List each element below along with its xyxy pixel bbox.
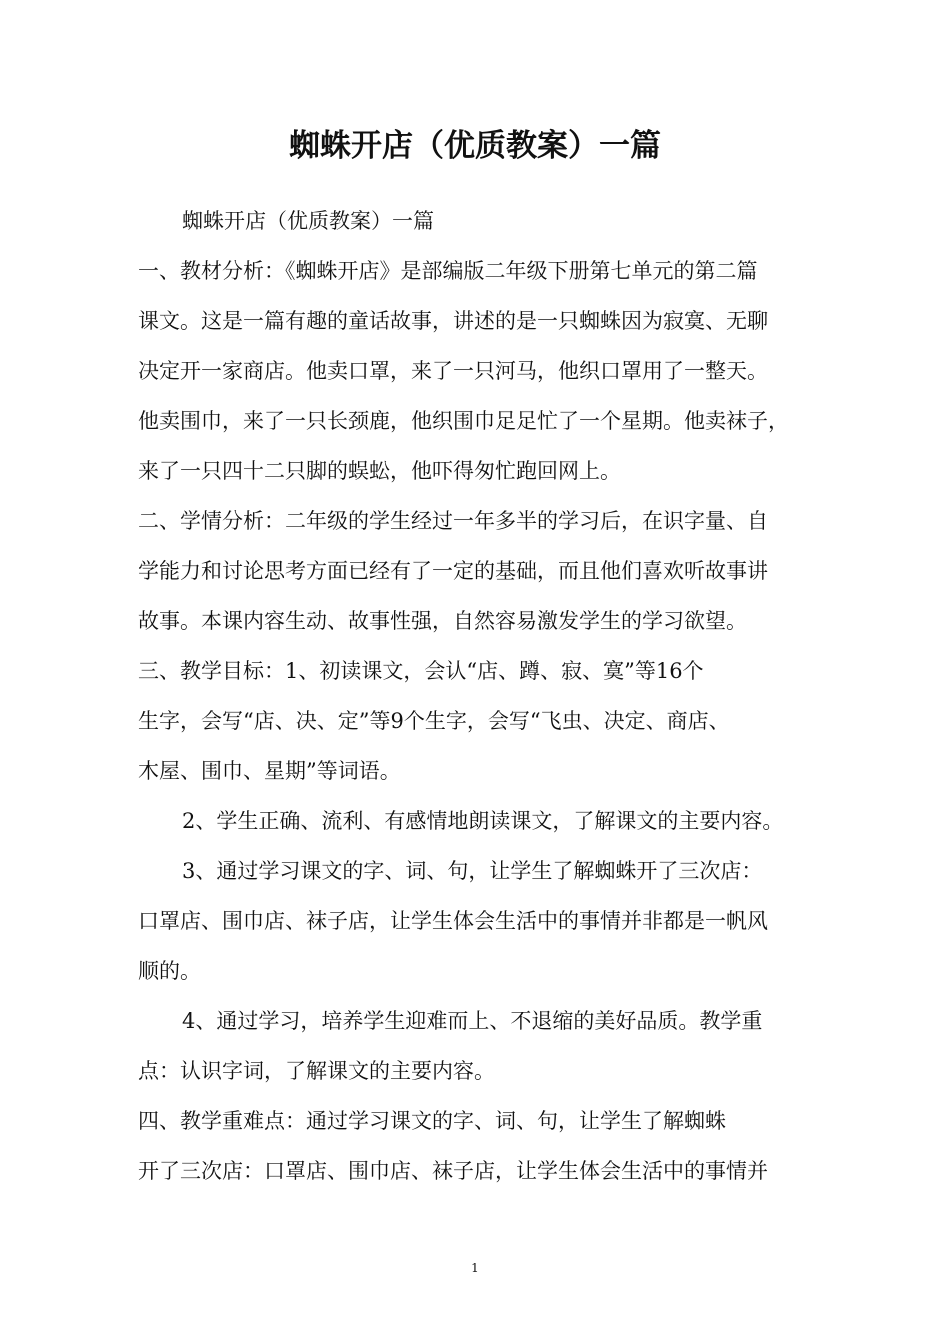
paragraph-line: 2、学生正确、流利、有感情地朗读课文，了解课文的主要内容。 <box>182 809 784 833</box>
page-number: 1 <box>471 1261 479 1275</box>
paragraph-line: 故事。本课内容生动、故事性强，自然容易激发学生的学习欲望。 <box>138 609 747 633</box>
paragraph-line: 3、通过学习课文的字、词、句，让学生了解蜘蛛开了三次店： <box>182 859 763 883</box>
paragraph-line: 生字，会写“店、决、定”等9个生字，会写“飞虫、决定、商店、 <box>138 709 730 733</box>
paragraph-line: 学能力和讨论思考方面已经有了一定的基础，而且他们喜欢听故事讲 <box>138 559 768 583</box>
document-body <box>138 196 822 1196</box>
paragraph-line: 一、教材分析：《蜘蛛开店》是部编版二年级下册第七单元的第二篇 <box>138 259 758 283</box>
paragraph-line: 二、学情分析：二年级的学生经过一年多半的学习后，在识字量、自 <box>138 509 768 533</box>
paragraph-line: 课文。这是一篇有趣的童话故事，讲述的是一只蜘蛛因为寂寞、无聊 <box>138 309 768 333</box>
paragraph-line: 点：认识字词，了解课文的主要内容。 <box>138 1059 495 1083</box>
paragraph-line: 来了一只四十二只脚的蜈蚣，他吓得匆忙跑回网上。 <box>138 459 621 483</box>
paragraph-line: 四、教学重难点：通过学习课文的字、词、句，让学生了解蜘蛛 <box>138 1109 726 1133</box>
paragraph-line: 决定开一家商店。他卖口罩，来了一只河马，他织口罩用了一整天。 <box>138 359 768 383</box>
paragraph-line: 顺的。 <box>138 959 201 983</box>
paragraph-line: 木屋、围巾、星期”等词语。 <box>138 759 401 783</box>
paragraph-line: 三、教学目标：1、初读课文，会认“店、蹲、寂、寞”等16个 <box>138 659 704 683</box>
paragraph-line: 口罩店、围巾店、袜子店，让学生体会生活中的事情并非都是一帆风 <box>138 909 768 933</box>
paragraph-line: 开了三次店：口罩店、围巾店、袜子店，让学生体会生活中的事情并 <box>138 1159 768 1183</box>
paragraph-line: 4、通过学习，培养学生迎难而上、不退缩的美好品质。教学重 <box>182 1009 763 1033</box>
subtitle-line: 蜘蛛开店（优质教案）一篇 <box>182 209 434 233</box>
document-title: 蜘蛛开店（优质教案）一篇 <box>289 128 661 164</box>
paragraph-line: 他卖围巾，来了一只长颈鹿，他织围巾足足忙了一个星期。他卖袜子， <box>138 409 789 433</box>
